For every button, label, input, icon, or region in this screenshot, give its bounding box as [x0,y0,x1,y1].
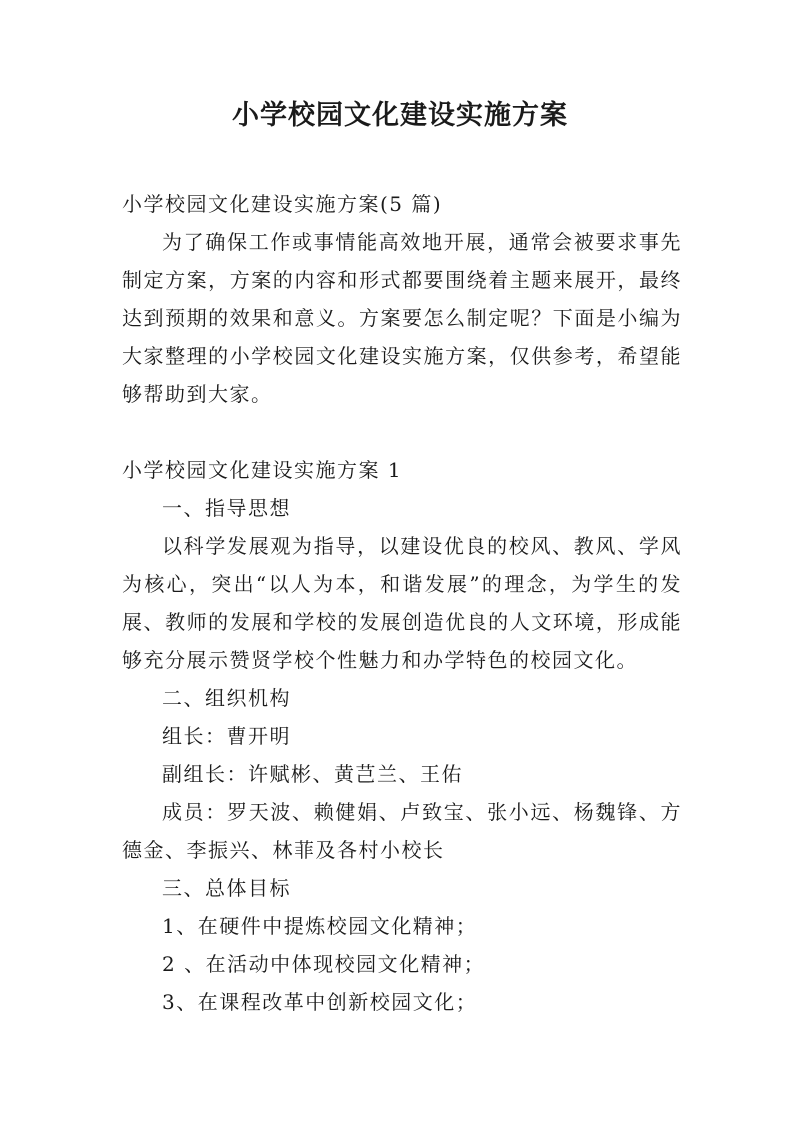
document-body [122,185,682,1021]
guiding-heading: 一、指导思想 [162,496,291,520]
section-heading: 小学校园文化建设实施方案 1 [122,458,403,482]
goal-item-1: 1、在硬件中提炼校园文化精神； [162,914,478,938]
goal-item-2: 2 、在活动中体现校园文化精神； [162,952,486,976]
paragraph-gap [122,413,682,451]
goal-item-3: 3、在课程改革中创新校园文化； [162,990,478,1014]
goal-heading: 三、总体目标 [162,876,291,900]
org-heading: 二、组织机构 [162,686,291,710]
members-paragraph: 成员：罗天波、赖健娟、卢致宝、张小远、杨魏锋、方德金、李振兴、林菲及各村小校长 [122,800,682,862]
guiding-paragraph: 以科学发展观为指导，以建设优良的校风、教风、学风为核心，突出“以人为本，和谐发展”的理念，为学生的发展、教师的发展和学校的发展创造优良的人文环境，形成能够充分展示赞贤学校个性魅力和办学特色的校园文化。 [122,534,682,672]
intro-paragraph: 为了确保工作或事情能高效地开展，通常会被要求事先制定方案，方案的内容和形式都要围绕着主题来展开，最终达到预期的效果和意义。方案要怎么制定呢？下面是小编为大家整理的小学校园文化建设实施方案，仅供参考，希望能够帮助到大家。 [122,230,682,406]
deputy-line: 副组长：许赋彬、黄芑兰、王佑 [162,762,463,786]
document-title: 小学校园文化建设实施方案 [232,100,568,131]
document-subtitle: 小学校园文化建设实施方案(5 篇) [122,192,443,216]
leader-line: 组长：曹开明 [162,724,291,748]
